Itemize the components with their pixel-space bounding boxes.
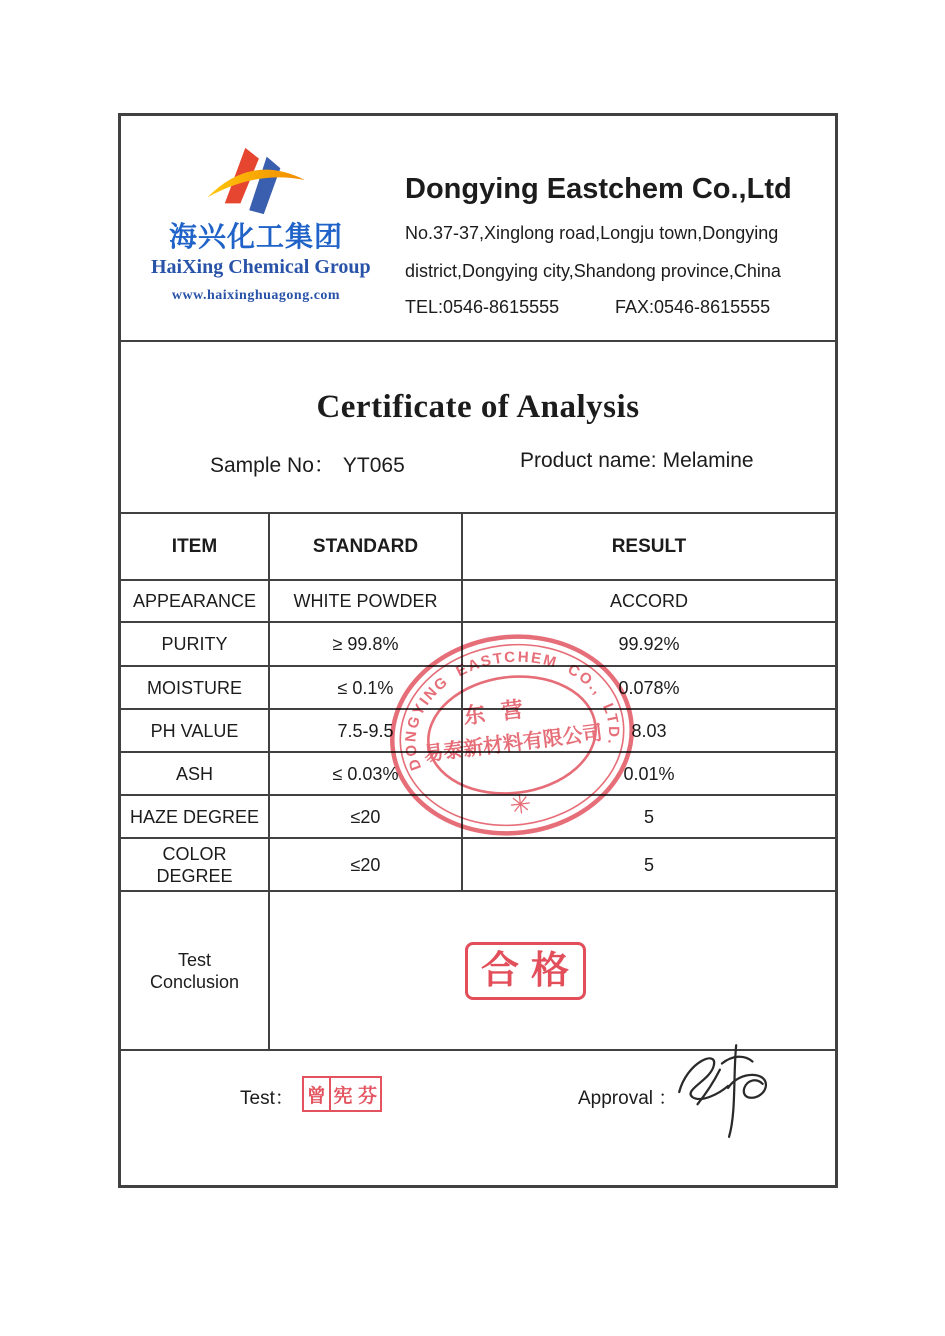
product-name-label: Product name: (520, 449, 657, 472)
table-row (121, 796, 835, 839)
table-row (121, 839, 835, 892)
table-row (121, 581, 835, 623)
company-address-line1: No.37-37,Xinglong road,Longju town,Dongying (405, 223, 779, 243)
logo-cn-name: 海兴化工集团 (168, 221, 343, 252)
test-label: Test： (240, 1088, 294, 1109)
table-row (121, 753, 835, 796)
company-address-line2: district,Dongying city,Shandong province,China (405, 261, 781, 281)
sample-no-label: Sample No： (210, 454, 335, 477)
cell-item: PH VALUE (121, 710, 270, 751)
cell-result: 5 (643, 854, 654, 875)
tester-stamp-char: 宪 (333, 1085, 353, 1107)
cell-standard: ≤ 0.1% (270, 667, 463, 708)
pass-stamp: 合格 (465, 942, 586, 1000)
header-section (121, 116, 835, 342)
cell-standard: WHITE POWDER (270, 581, 463, 621)
document-frame (118, 113, 838, 1188)
cell-result: 0.01% (623, 763, 675, 784)
header-cell-result: RESULT (611, 535, 687, 557)
cell-standard: ≤ 0.03% (270, 753, 463, 794)
seal-city-text: 东营 (461, 694, 541, 729)
tester-stamp-char: 芬 (358, 1085, 378, 1107)
cell-result: ACCORD (609, 591, 688, 611)
tester-name-stamp (302, 1076, 382, 1112)
seal-company-text: 易泰新材料有限公司 (422, 722, 604, 766)
cell-standard: ≤20 (270, 796, 463, 837)
cell-item: PURITY (121, 623, 270, 665)
product-name (520, 449, 754, 473)
header-cell-item: ITEM (121, 514, 270, 579)
sample-no-value: YT065 (342, 454, 405, 477)
haixing-logo-icon (207, 142, 305, 218)
company-name: Dongying Eastchem Co.,Ltd (405, 173, 792, 205)
seal-ring-text: DONGYING EASTCHEM CO., LTD. (402, 648, 622, 773)
cell-item: COLOR DEGREE (121, 839, 270, 890)
title-section (121, 342, 835, 514)
cell-standard: 7.5-9.5 (270, 710, 463, 751)
company-tel: TEL:0546-8615555 (405, 297, 560, 317)
tester-stamp-char: 曾 (304, 1078, 331, 1110)
product-name-value: Melamine (662, 449, 754, 472)
table-header-row (121, 514, 835, 581)
conclusion-label-cell (121, 892, 270, 1049)
company-info (405, 172, 817, 318)
cell-result: 99.92% (618, 634, 680, 654)
approval-signature (669, 1039, 783, 1141)
company-logo (151, 142, 371, 304)
conclusion-row (121, 892, 835, 1051)
footer-section (121, 1051, 835, 1185)
logo-website: www.haixinghuagong.com (171, 288, 341, 303)
cell-result: 8.03 (631, 720, 667, 741)
cell-item: APPEARANCE (121, 581, 270, 621)
company-fax: FAX:0546-8615555 (615, 297, 771, 317)
cell-item: HAZE DEGREE (121, 796, 270, 837)
sample-no (210, 449, 405, 479)
table-row (121, 710, 835, 753)
certificate-title: Certificate of Analysis (316, 389, 640, 425)
coa-table (121, 514, 835, 1051)
cell-result: 0.078% (618, 677, 680, 698)
table-row (121, 623, 835, 667)
conclusion-result-cell (270, 892, 835, 1049)
cell-item: MOISTURE (121, 667, 270, 708)
table-row (121, 667, 835, 710)
cell-standard: ≤20 (270, 839, 463, 890)
seal-star-icon: ✳ (507, 788, 534, 821)
cell-standard: ≥ 99.8% (270, 623, 463, 665)
cell-result: 5 (643, 806, 654, 827)
company-contact-row (405, 296, 817, 318)
header-cell-standard: STANDARD (270, 514, 463, 579)
conclusion-label: Test Conclusion (149, 949, 240, 992)
cell-item: ASH (121, 753, 270, 794)
logo-en-name: HaiXing Chemical Group (151, 256, 371, 278)
approval-label: Approval ： (578, 1088, 678, 1109)
sample-product-row (121, 449, 835, 477)
